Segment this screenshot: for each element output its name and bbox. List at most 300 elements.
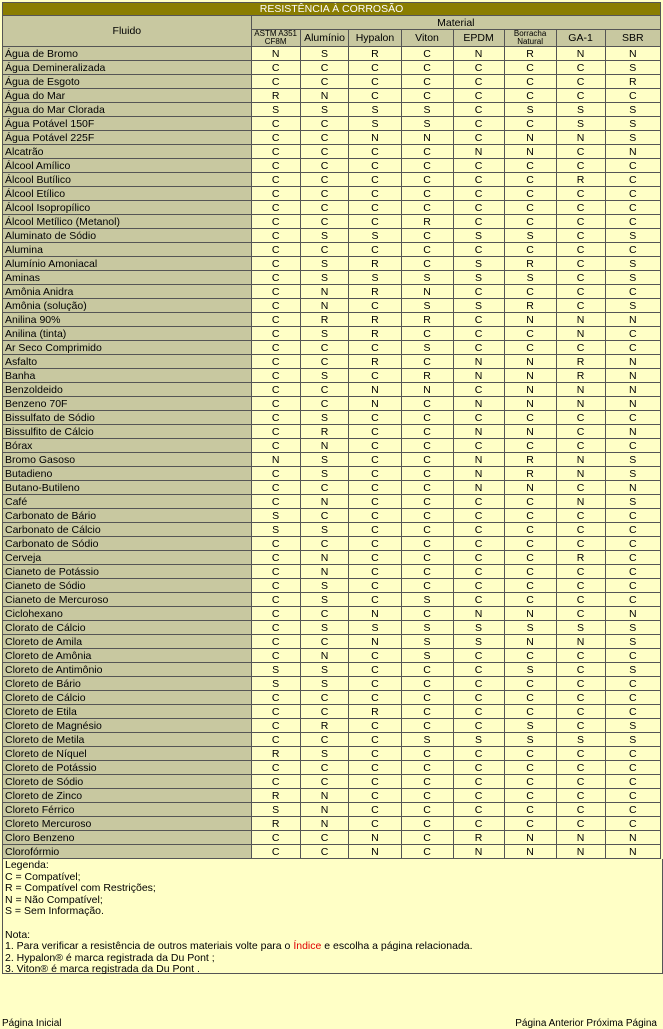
compatibility-value: C xyxy=(300,201,349,215)
compatibility-value: C xyxy=(401,467,453,481)
compatibility-value: C xyxy=(605,523,661,537)
compatibility-value: N xyxy=(300,439,349,453)
compatibility-value: C xyxy=(504,285,556,299)
compatibility-value: N xyxy=(504,355,556,369)
compatibility-value: C xyxy=(300,775,349,789)
compatibility-value: C xyxy=(605,691,661,705)
fluid-name: Alumina xyxy=(3,243,252,257)
compatibility-value: S xyxy=(605,663,661,677)
compatibility-value: S xyxy=(453,299,504,313)
compatibility-value: C xyxy=(300,117,349,131)
compatibility-value: N xyxy=(300,495,349,509)
fluid-name: Cloreto de Cálcio xyxy=(3,691,252,705)
compatibility-value: C xyxy=(300,705,349,719)
compatibility-value: C xyxy=(251,61,300,75)
compatibility-value: C xyxy=(349,509,401,523)
compatibility-value: C xyxy=(556,243,605,257)
compatibility-value: C xyxy=(401,187,453,201)
compatibility-value: S xyxy=(504,621,556,635)
compatibility-value: N xyxy=(556,831,605,845)
page-content xyxy=(2,2,661,974)
compatibility-value: R xyxy=(401,313,453,327)
compatibility-value: N xyxy=(453,845,504,859)
table-row xyxy=(3,649,661,663)
compatibility-value: C xyxy=(300,341,349,355)
compatibility-value: C xyxy=(401,705,453,719)
compatibility-value: C xyxy=(349,173,401,187)
compatibility-value: C xyxy=(349,747,401,761)
compatibility-value: C xyxy=(251,341,300,355)
compatibility-value: C xyxy=(453,509,504,523)
note-item-3: 3. Viton® é marca registrada da Du Pont . xyxy=(5,963,200,976)
compatibility-value: C xyxy=(504,775,556,789)
compatibility-value: C xyxy=(251,845,300,859)
compatibility-value: C xyxy=(401,439,453,453)
compatibility-value: R xyxy=(504,299,556,313)
table-row xyxy=(3,775,661,789)
compatibility-value: C xyxy=(349,299,401,313)
table-row xyxy=(3,159,661,173)
compatibility-value: C xyxy=(556,705,605,719)
compatibility-value: N xyxy=(605,481,661,495)
fluid-name: Banha xyxy=(3,369,252,383)
compatibility-value: C xyxy=(349,579,401,593)
compatibility-value: C xyxy=(556,411,605,425)
compatibility-value: C xyxy=(300,635,349,649)
compatibility-value: N xyxy=(556,313,605,327)
compatibility-value: S xyxy=(349,229,401,243)
compatibility-value: R xyxy=(504,257,556,271)
legend-item: N = Não Compatível; xyxy=(5,893,103,906)
fluid-name: Cloreto Mercuroso xyxy=(3,817,252,831)
table-row xyxy=(3,439,661,453)
compatibility-value: R xyxy=(605,75,661,89)
compatibility-value: C xyxy=(401,607,453,621)
compatibility-value: R xyxy=(504,467,556,481)
table-row xyxy=(3,229,661,243)
compatibility-value: C xyxy=(251,299,300,313)
compatibility-value: N xyxy=(453,355,504,369)
compatibility-value: C xyxy=(453,75,504,89)
compatibility-value: S xyxy=(556,621,605,635)
compatibility-value: C xyxy=(251,733,300,747)
compatibility-value: S xyxy=(401,299,453,313)
fluid-name: Cloreto de Amila xyxy=(3,635,252,649)
compatibility-value: S xyxy=(556,103,605,117)
compatibility-value: C xyxy=(605,411,661,425)
compatibility-value: C xyxy=(556,159,605,173)
compatibility-value: C xyxy=(401,397,453,411)
compatibility-value: S xyxy=(605,467,661,481)
compatibility-value: S xyxy=(453,733,504,747)
compatibility-value: S xyxy=(300,467,349,481)
fluid-name: Cianeto de Mercuroso xyxy=(3,593,252,607)
compatibility-value: C xyxy=(453,243,504,257)
fluid-name: Carbonato de Sódio xyxy=(3,537,252,551)
compatibility-value: S xyxy=(401,117,453,131)
compatibility-value: N xyxy=(504,313,556,327)
compatibility-value: R xyxy=(349,47,401,61)
fluid-name: Bórax xyxy=(3,439,252,453)
table-row xyxy=(3,817,661,831)
compatibility-value: C xyxy=(251,243,300,257)
table-row xyxy=(3,313,661,327)
compatibility-value: C xyxy=(349,551,401,565)
legend-item: R = Compatível com Restrições; xyxy=(5,882,156,895)
compatibility-value: C xyxy=(556,481,605,495)
compatibility-value: C xyxy=(300,215,349,229)
compatibility-value: C xyxy=(349,775,401,789)
material-header: Hypalon xyxy=(349,30,401,47)
compatibility-value: C xyxy=(453,131,504,145)
compatibility-value: N xyxy=(504,397,556,411)
fluid-name: Água de Bromo xyxy=(3,47,252,61)
compatibility-value: C xyxy=(349,439,401,453)
compatibility-value: S xyxy=(300,747,349,761)
compatibility-value: N xyxy=(556,383,605,397)
table-row xyxy=(3,173,661,187)
compatibility-value: C xyxy=(504,579,556,593)
compatibility-value: C xyxy=(504,817,556,831)
home-page-link[interactable]: Página Inicial xyxy=(2,1018,62,1029)
compatibility-value: C xyxy=(349,61,401,75)
corrosion-resistance-table xyxy=(2,2,661,859)
fluid-name: Anilina (tinta) xyxy=(3,327,252,341)
compatibility-value: R xyxy=(453,831,504,845)
fluid-name: Água Demineralizada xyxy=(3,61,252,75)
compatibility-value: S xyxy=(556,733,605,747)
compatibility-value: S xyxy=(251,803,300,817)
compatibility-value: C xyxy=(556,61,605,75)
table-row xyxy=(3,691,661,705)
legend-item: S = Sem Informação. xyxy=(5,905,104,918)
compatibility-value: C xyxy=(453,117,504,131)
compatibility-value: N xyxy=(605,607,661,621)
compatibility-value: N xyxy=(349,607,401,621)
compatibility-value: C xyxy=(605,551,661,565)
compatibility-value: C xyxy=(504,159,556,173)
fluid-name: Café xyxy=(3,495,252,509)
fluid-name: Água do Mar Clorada xyxy=(3,103,252,117)
compatibility-value: C xyxy=(605,89,661,103)
compatibility-value: R xyxy=(349,705,401,719)
compatibility-value: C xyxy=(556,439,605,453)
fluid-name: Água de Esgoto xyxy=(3,75,252,89)
compatibility-value: S xyxy=(504,271,556,285)
compatibility-value: C xyxy=(453,677,504,691)
fluid-name: Álcool Amílico xyxy=(3,159,252,173)
table-row xyxy=(3,789,661,803)
note-item-1: 1. Para verificar a resistência de outros materiais volte para o Índice e escolha a página relacionada. xyxy=(5,940,473,953)
table-row xyxy=(3,89,661,103)
compatibility-value: C xyxy=(453,495,504,509)
compatibility-value: N xyxy=(349,845,401,859)
compatibility-value: C xyxy=(349,201,401,215)
compatibility-value: C xyxy=(504,509,556,523)
table-row xyxy=(3,61,661,75)
compatibility-value: C xyxy=(251,383,300,397)
table-row xyxy=(3,509,661,523)
fluid-name: Cloreto de Zinco xyxy=(3,789,252,803)
index-link[interactable]: Índice xyxy=(293,940,322,953)
compatibility-value: S xyxy=(504,229,556,243)
compatibility-value: C xyxy=(251,215,300,229)
compatibility-value: N xyxy=(453,397,504,411)
compatibility-value: C xyxy=(401,61,453,75)
compatibility-value: N xyxy=(556,845,605,859)
compatibility-value: C xyxy=(556,789,605,803)
material-group-header: Material xyxy=(251,16,660,30)
table-row xyxy=(3,495,661,509)
compatibility-value: S xyxy=(300,327,349,341)
compatibility-value: R xyxy=(556,355,605,369)
compatibility-value: C xyxy=(605,201,661,215)
compatibility-value: C xyxy=(251,257,300,271)
compatibility-value: C xyxy=(556,145,605,159)
compatibility-value: C xyxy=(556,803,605,817)
compatibility-value: S xyxy=(251,509,300,523)
compatibility-value: C xyxy=(300,537,349,551)
compatibility-value: S xyxy=(453,257,504,271)
compatibility-value: S xyxy=(504,663,556,677)
compatibility-value: C xyxy=(300,831,349,845)
compatibility-value: C xyxy=(251,369,300,383)
compatibility-value: C xyxy=(401,411,453,425)
fluid-name: Cloreto Férrico xyxy=(3,803,252,817)
table-row xyxy=(3,467,661,481)
legend-title: Legenda: xyxy=(5,859,49,871)
compatibility-value: R xyxy=(349,327,401,341)
compatibility-value: C xyxy=(605,509,661,523)
compatibility-value: C xyxy=(453,551,504,565)
compatibility-value: C xyxy=(300,481,349,495)
compatibility-value: C xyxy=(300,691,349,705)
compatibility-value: C xyxy=(251,649,300,663)
compatibility-value: C xyxy=(349,341,401,355)
compatibility-value: N xyxy=(300,817,349,831)
compatibility-value: S xyxy=(453,271,504,285)
compatibility-value: C xyxy=(251,159,300,173)
table-row xyxy=(3,747,661,761)
compatibility-value: S xyxy=(605,635,661,649)
compatibility-value: C xyxy=(349,425,401,439)
compatibility-value: C xyxy=(300,761,349,775)
compatibility-value: S xyxy=(300,103,349,117)
compatibility-value: C xyxy=(453,341,504,355)
compatibility-value: C xyxy=(349,677,401,691)
prev-next-links[interactable]: Página Anterior Próxima Página xyxy=(515,1018,657,1029)
fluid-name: Cloreto de Sódio xyxy=(3,775,252,789)
compatibility-value: C xyxy=(556,663,605,677)
compatibility-value: C xyxy=(251,551,300,565)
compatibility-value: C xyxy=(349,691,401,705)
compatibility-value: C xyxy=(401,47,453,61)
compatibility-value: C xyxy=(251,593,300,607)
compatibility-value: N xyxy=(300,89,349,103)
compatibility-value: R xyxy=(556,369,605,383)
compatibility-value: C xyxy=(349,187,401,201)
compatibility-value: C xyxy=(401,719,453,733)
compatibility-value: R xyxy=(300,313,349,327)
compatibility-value: C xyxy=(401,257,453,271)
compatibility-value: C xyxy=(401,579,453,593)
fluid-name: Benzeno 70F xyxy=(3,397,252,411)
table-row xyxy=(3,257,661,271)
compatibility-value: C xyxy=(300,355,349,369)
compatibility-value: C xyxy=(453,173,504,187)
compatibility-value: C xyxy=(349,145,401,159)
compatibility-value: C xyxy=(251,285,300,299)
compatibility-value: C xyxy=(556,747,605,761)
compatibility-value: C xyxy=(605,649,661,663)
fluid-name: Butano-Butileno xyxy=(3,481,252,495)
compatibility-value: C xyxy=(349,761,401,775)
table-row xyxy=(3,593,661,607)
fluid-name: Cloreto de Magnésio xyxy=(3,719,252,733)
fluid-name: Cloreto de Etila xyxy=(3,705,252,719)
compatibility-value: C xyxy=(504,537,556,551)
compatibility-value: C xyxy=(300,159,349,173)
material-header: GA-1 xyxy=(556,30,605,47)
compatibility-value: N xyxy=(349,635,401,649)
compatibility-value: S xyxy=(556,117,605,131)
compatibility-value: C xyxy=(556,649,605,663)
compatibility-value: C xyxy=(453,439,504,453)
compatibility-value: C xyxy=(504,439,556,453)
compatibility-value: C xyxy=(401,691,453,705)
fluid-name: Cloro Benzeno xyxy=(3,831,252,845)
compatibility-value: S xyxy=(251,663,300,677)
compatibility-value: S xyxy=(251,523,300,537)
compatibility-value: C xyxy=(453,579,504,593)
compatibility-value: C xyxy=(453,663,504,677)
compatibility-value: N xyxy=(504,481,556,495)
fluid-name: Cloreto de Antimônio xyxy=(3,663,252,677)
compatibility-value: C xyxy=(605,593,661,607)
compatibility-value: S xyxy=(300,593,349,607)
compatibility-value: C xyxy=(605,439,661,453)
fluid-name: Bromo Gasoso xyxy=(3,453,252,467)
compatibility-value: C xyxy=(300,131,349,145)
compatibility-value: C xyxy=(300,607,349,621)
fluid-name: Cloreto de Potássio xyxy=(3,761,252,775)
compatibility-value: S xyxy=(401,271,453,285)
fluid-name: Cloreto de Bário xyxy=(3,677,252,691)
compatibility-value: S xyxy=(401,635,453,649)
note-item-2: 2. Hypalon® é marca registrada da Du Pont ; xyxy=(5,951,215,964)
compatibility-value: C xyxy=(251,719,300,733)
compatibility-value: C xyxy=(401,243,453,257)
compatibility-value: S xyxy=(605,117,661,131)
table-row xyxy=(3,523,661,537)
fluid-name: Amônia (solução) xyxy=(3,299,252,313)
compatibility-value: S xyxy=(300,621,349,635)
compatibility-value: S xyxy=(401,649,453,663)
compatibility-value: C xyxy=(349,733,401,747)
compatibility-value: S xyxy=(453,229,504,243)
compatibility-value: S xyxy=(504,719,556,733)
compatibility-value: C xyxy=(349,481,401,495)
compatibility-value: C xyxy=(251,621,300,635)
compatibility-value: C xyxy=(556,607,605,621)
compatibility-value: C xyxy=(605,747,661,761)
table-row xyxy=(3,117,661,131)
table-row xyxy=(3,831,661,845)
compatibility-value: C xyxy=(556,761,605,775)
compatibility-value: N xyxy=(504,845,556,859)
compatibility-value: S xyxy=(605,453,661,467)
compatibility-value: C xyxy=(453,817,504,831)
compatibility-value: C xyxy=(504,803,556,817)
compatibility-value: S xyxy=(300,257,349,271)
fluid-name: Cerveja xyxy=(3,551,252,565)
compatibility-value: C xyxy=(605,243,661,257)
compatibility-value: N xyxy=(300,299,349,313)
compatibility-value: S xyxy=(504,103,556,117)
fluid-name: Clorato de Cálcio xyxy=(3,621,252,635)
material-header: ASTM A351 CF8M xyxy=(251,30,300,47)
compatibility-value: C xyxy=(556,257,605,271)
table-row xyxy=(3,215,661,229)
compatibility-value: N xyxy=(349,383,401,397)
compatibility-value: C xyxy=(605,803,661,817)
fluid-name: Aminas xyxy=(3,271,252,285)
compatibility-value: S xyxy=(605,733,661,747)
compatibility-value: C xyxy=(300,397,349,411)
compatibility-value: S xyxy=(401,621,453,635)
compatibility-value: C xyxy=(556,341,605,355)
compatibility-value: C xyxy=(605,677,661,691)
compatibility-value: C xyxy=(504,523,556,537)
compatibility-value: R xyxy=(401,369,453,383)
compatibility-value: C xyxy=(504,173,556,187)
compatibility-value: C xyxy=(556,775,605,789)
compatibility-value: C xyxy=(401,551,453,565)
compatibility-value: S xyxy=(300,271,349,285)
compatibility-value: R xyxy=(251,817,300,831)
compatibility-value: C xyxy=(401,509,453,523)
compatibility-value: C xyxy=(556,285,605,299)
compatibility-value: S xyxy=(453,621,504,635)
table-row xyxy=(3,75,661,89)
compatibility-value: C xyxy=(251,691,300,705)
compatibility-value: C xyxy=(605,537,661,551)
compatibility-value: S xyxy=(251,677,300,691)
table-row xyxy=(3,369,661,383)
compatibility-value: C xyxy=(300,173,349,187)
material-header: Alumínio xyxy=(300,30,349,47)
table-row xyxy=(3,845,661,859)
fluid-name: Cianeto de Sódio xyxy=(3,579,252,593)
fluid-name: Cloreto de Amônia xyxy=(3,649,252,663)
compatibility-value: C xyxy=(251,313,300,327)
compatibility-value: N xyxy=(401,383,453,397)
material-header: EPDM xyxy=(453,30,504,47)
compatibility-value: N xyxy=(401,131,453,145)
compatibility-value: N xyxy=(401,285,453,299)
compatibility-value: C xyxy=(251,271,300,285)
compatibility-value: C xyxy=(453,383,504,397)
fluid-column-header: Fluido xyxy=(3,16,252,47)
compatibility-value: S xyxy=(605,719,661,733)
fluid-name: Anilina 90% xyxy=(3,313,252,327)
compatibility-value: C xyxy=(401,425,453,439)
compatibility-value: C xyxy=(556,215,605,229)
compatibility-value: N xyxy=(504,425,556,439)
compatibility-value: S xyxy=(300,411,349,425)
compatibility-value: N xyxy=(349,831,401,845)
compatibility-value: S xyxy=(605,61,661,75)
